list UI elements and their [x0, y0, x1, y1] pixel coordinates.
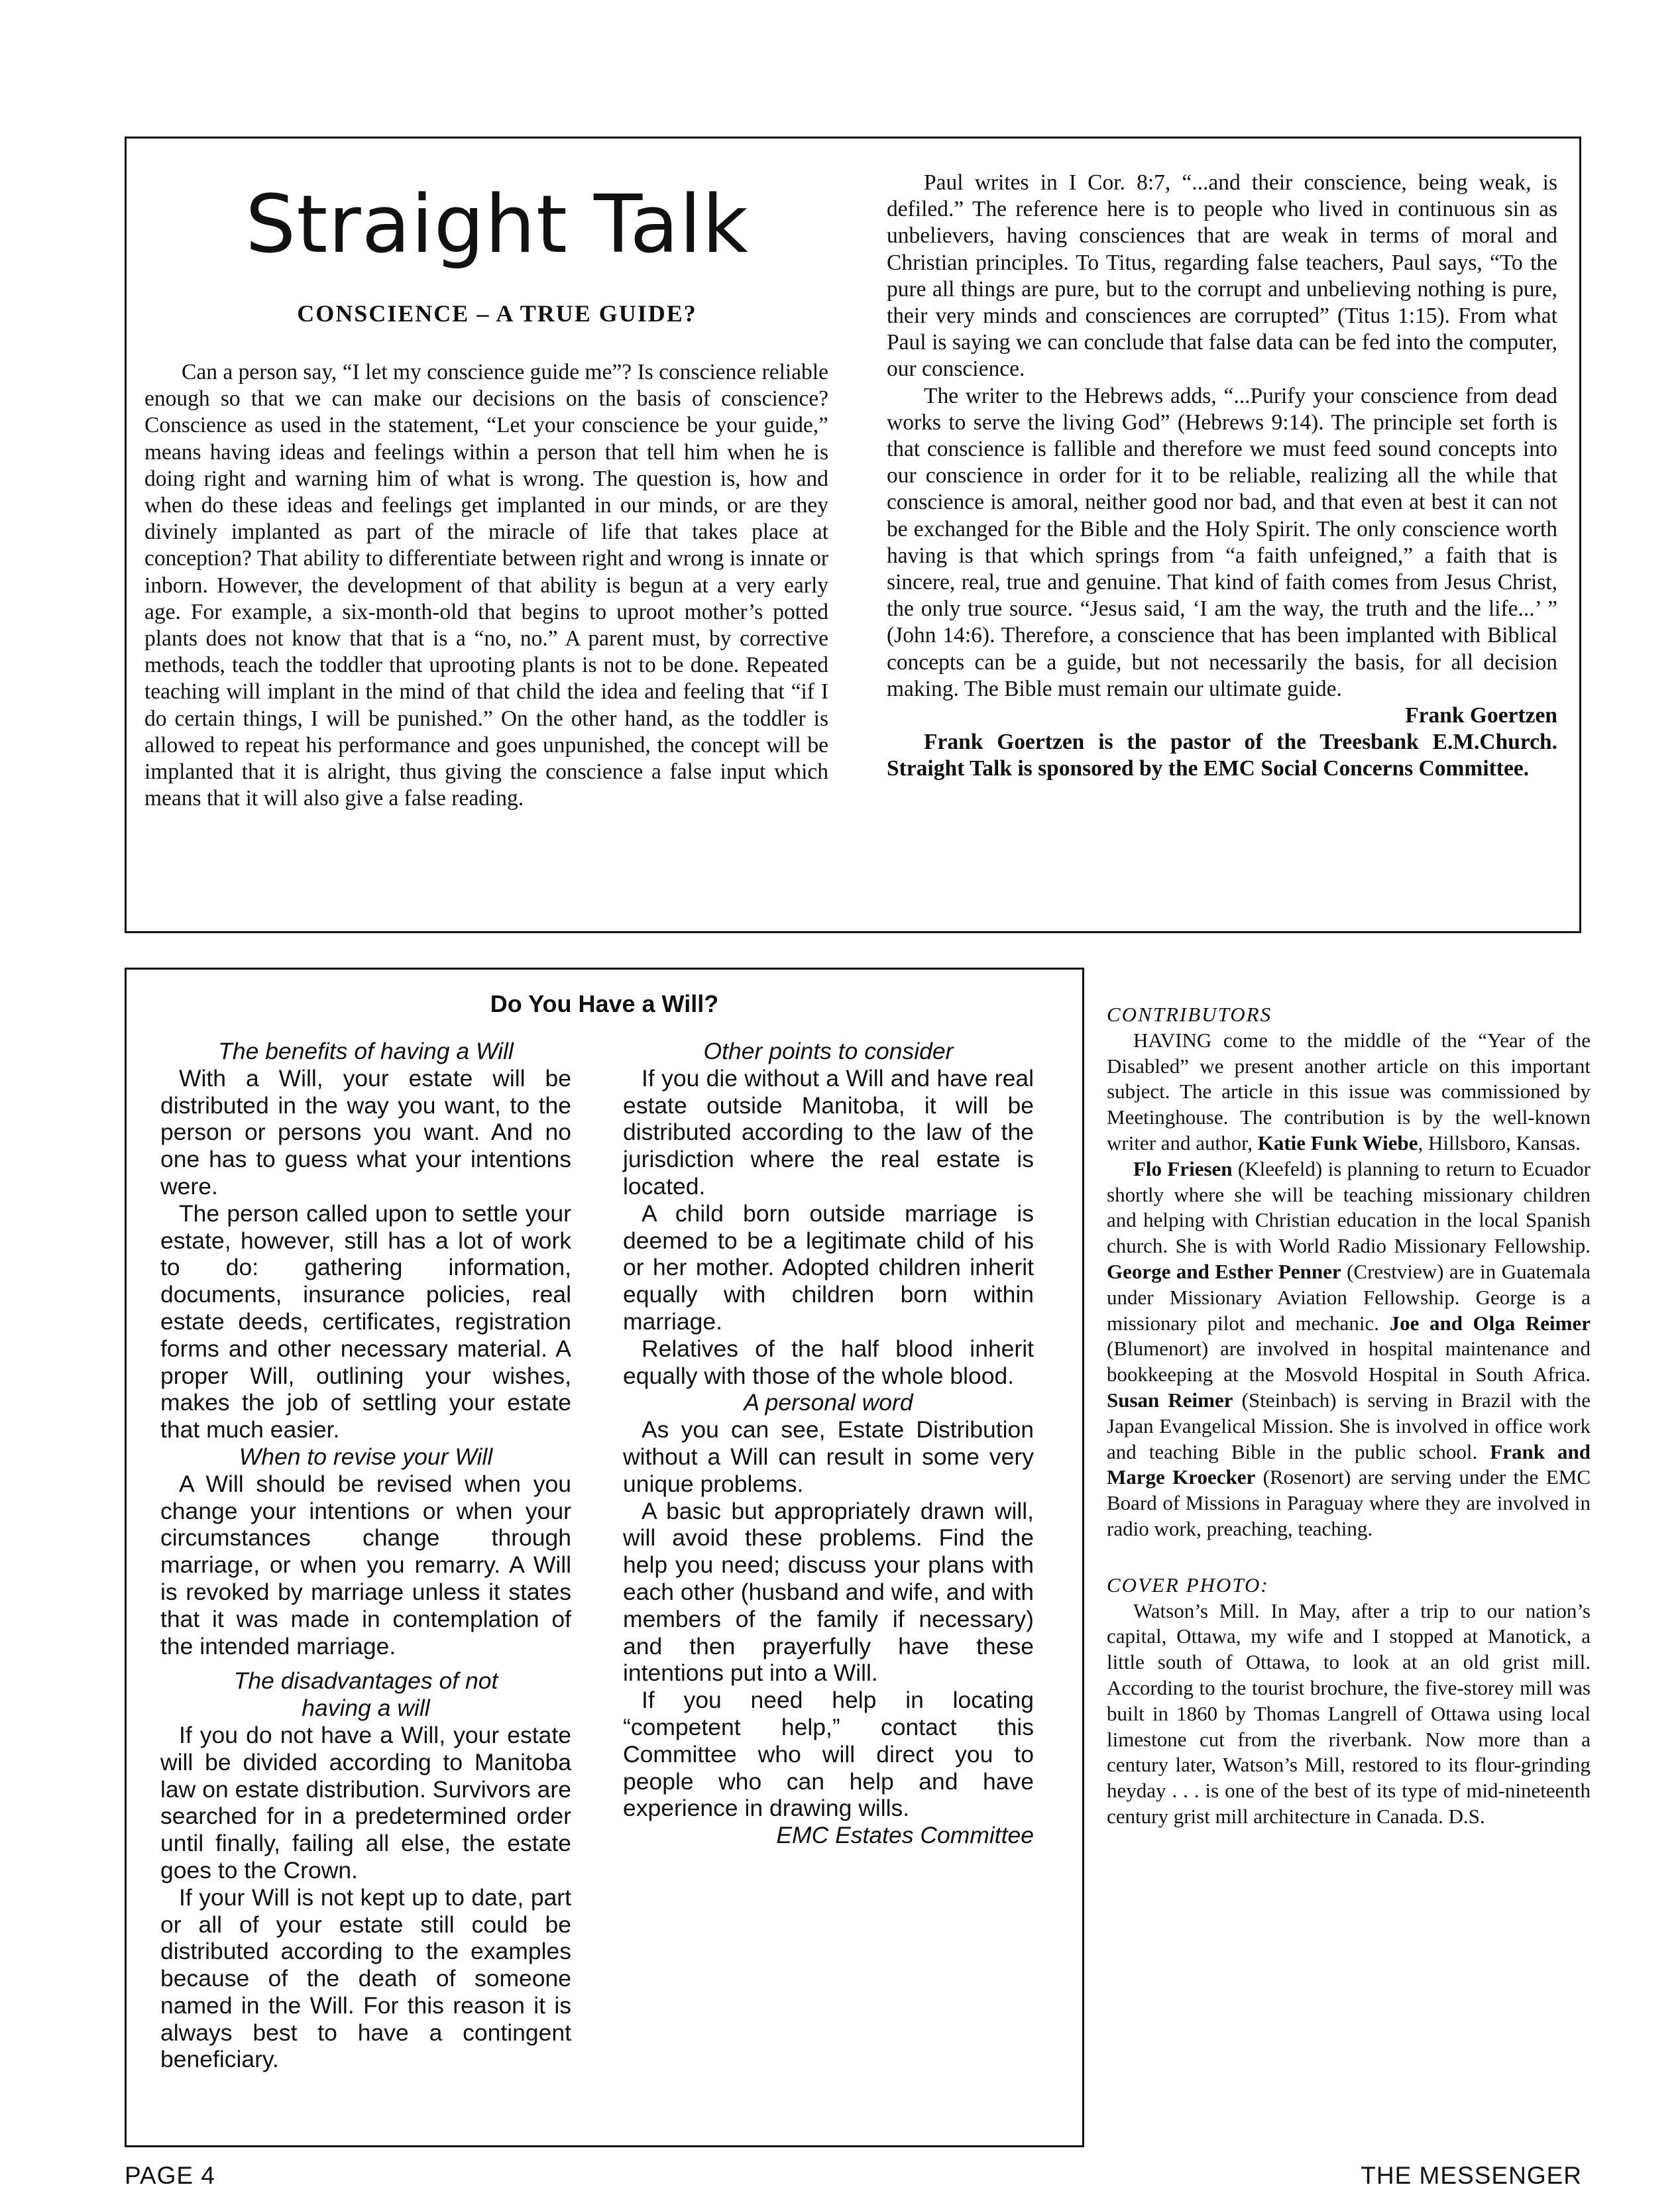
contributors-intro: HAVING come to the middle of the “Year of the Disabled” we present another article on this important subject. The article in this issue was commissioned by Meetinghouse. The contribution is by the well-known writer and author, Katie Funk Wiebe, Hillsboro, Kansas.	[1107, 1028, 1591, 1154]
section-heading: having a will	[302, 1695, 430, 1722]
contributors-list: Flo Friesen (Kleefeld) is planning to return to Ecuador shortly where she will be teaching missionary children and helping with Christian education in the local Spanish church. She is with World Radio Missionary Fellowship. George and Esther Penner (Crestview) are in Guatemala under Missionary Aviation Fellowship. George is a missionary pilot and mechanic. Joe and Olga Reimer (Blumenort) are involved in hospital maintenance and bookkeeping at the Mosvold Hospital in South Africa. Susan Reimer (Steinbach) is serving in Brazil with the Japan Evangelical Mission. She is involved in office work and teaching Bible in the public school. Frank and Marge Kroecker (Rosenort) are serving under the EMC Board of Missions in Paraguay where they are involved in radio work, preaching, teaching.	[1107, 1156, 1591, 1540]
will-paragraph: A child born outside marriage is deemed to be a legitimate child of his or her mother. Adopted children inherit equally with children born within marriage.	[623, 1200, 1034, 1335]
will-paragraph: A basic but appropriately drawn will, will avoid these problems. Find the help you need; discuss your plans with each other (husband and wife, and with members of the family if necessary) and then prayerfully have these intentions put into a Will.	[623, 1497, 1034, 1687]
will-paragraph: If you die without a Will and have real estate outside Manitoba, it will be distributed according to the law of the jurisdiction where the real estate is located.	[623, 1064, 1034, 1200]
author-bio: Frank Goertzen is the pastor of the Treesbank E.M.Church. Straight Talk is sponsored by the EMC Social Concerns Committee.	[887, 730, 1557, 781]
will-article-title: Do You Have a Will?	[490, 990, 719, 1017]
contributor-name: George and Esther Penner	[1107, 1259, 1341, 1283]
sidebar-column	[1107, 1002, 1591, 1830]
publication-name: THE MESSENGER	[1361, 2162, 1582, 2189]
cover-photo-heading: COVER PHOTO:	[1107, 1573, 1269, 1597]
will-right-column	[623, 1038, 1034, 1849]
straight-talk-subtitle: CONSCIENCE – A TRUE GUIDE?	[297, 300, 697, 327]
author-signature: Frank Goertzen	[1405, 703, 1557, 728]
will-paragraph: As you can see, Estate Distribution without a Will can result in some very unique problems.	[623, 1416, 1034, 1497]
section-heading: Other points to consider	[703, 1038, 954, 1064]
will-paragraph: With a Will, your estate will be distributed in the way you want, to the person or persons you want. And no one has to guess what your intentions were.	[160, 1064, 571, 1200]
cover-photo-text: Watson’s Mill. In May, after a trip to our nation’s capital, Ottawa, my wife and I stopped at Manotick, a little south of Ottawa, to look at an old grist mill. According to the tourist brochure, the five-storey mill was built in 1860 by Thomas Langrell of Ottawa using local limestone cut from the riverbank. Now more than a century later, Watson’s Mill, restored to its flour-grinding heyday . . . is one of the best of its type of mid-nineteenth century grist mill architecture in Canada. D.S.	[1107, 1599, 1591, 1828]
section-heading: When to revise your Will	[239, 1443, 493, 1470]
will-left-column	[160, 1038, 571, 2073]
straight-talk-paragraph: Paul writes in I Cor. 8:7, “...and their conscience, being weak, is defiled.” The reference here is to people who lived in continuous sin as unbelievers, having consciences that are weak in terms of moral and Christian principles. To Titus, regarding false teachers, Paul says, “To the pure all things are pure, but to the corrupt and unbelieving nothing is pure, their very minds and consciences are corrupted” (Titus 1:15). From what Paul is saying we can conclude that false data can be fed into the computer, our conscience.	[887, 170, 1557, 382]
section-heading: The benefits of having a Will	[218, 1038, 514, 1064]
contributor-name: Frank and Marge Kroecker	[1107, 1439, 1591, 1489]
contributors-heading: CONTRIBUTORS	[1107, 1003, 1272, 1026]
page-number: PAGE 4	[125, 2162, 215, 2189]
section-heading: The disadvantages of not	[233, 1667, 498, 1695]
will-signature: EMC Estates Committee	[776, 1822, 1034, 1849]
straight-talk-paragraph: The writer to the Hebrews adds, “...Purify your conscience from dead works to serve the living God” (Hebrews 9:14). The principle set forth is that conscience is fallible and therefore we must feed sound concepts into our conscience in order for it to be reliable, realizing all the while that conscience is amoral, neither good nor bad, and that even at best it can not be exchanged for the Bible and the Holy Spirit. The only conscience worth having is that which springs from “a faith unfeigned,” a faith that is sincere, real, true and genuine. That kind of faith comes from Jesus Christ, the only true source. “Jesus said, ‘I am the way, the truth and the life...’ ” (John 14:6). Therefore, a conscience that has been implanted with Biblical concepts can be a guide, but not necessarily the basis, for all decision making. The Bible must remain our ultimate guide.	[887, 383, 1557, 701]
section-heading: A personal word	[744, 1389, 913, 1416]
straight-talk-title: Straight Talk	[245, 179, 749, 271]
contributor-name: Flo Friesen	[1133, 1156, 1233, 1180]
contributor-name: Katie Funk Wiebe	[1257, 1131, 1418, 1154]
will-paragraph: The person called upon to settle your estate, however, still has a lot of work to do: gathering information, documents, insurance policies, real estate deeds, certificates, registration forms and other necessary material. A proper Will, outlining your wishes, makes the job of settling your estate that much easier.	[160, 1200, 571, 1443]
straight-talk-right-column	[887, 170, 1557, 783]
straight-talk-paragraph: Can a person say, “I let my conscience guide me”? Is conscience reliable enough so that we can make our decisions on the basis of conscience? Conscience as used in the statement, “Let your conscience be your guide,” means having ideas and feelings within a person that tell him when he is doing right and warning him of what is wrong. The question is, how and when do these ideas and feelings get implanted in our minds, or are they divinely implanted as part of the miracle of life that takes place at conception? That ability to differentiate between right and wrong is innate or inborn. However, the development of that ability is begun at a very early age. For example, a six-month-old that begins to uproot mother’s potted plants does not know that that is a “no, no.” A parent must, by corrective methods, teach the toddler that uprooting plants is not to be done. Repeated teaching will implant in the mind of that child the idea and feeling that “if I do certain things, I will be punished.” On the other hand, as the toddler is allowed to repeat his performance and goes unpunished, the concept will be implanted that it is alright, thus giving the conscience a false input which means that it will also give a false reading.	[144, 360, 828, 811]
will-paragraph: If you need help in locating “competent help,” contact this Committee who will direct you to people who can help and have experience in drawing wills.	[623, 1687, 1034, 1822]
contributor-name: Susan Reimer	[1107, 1388, 1233, 1412]
contributor-name: Joe and Olga Reimer	[1389, 1311, 1591, 1335]
will-paragraph: If you do not have a Will, your estate will be divided according to Manitoba law on estate distribution. Survivors are searched for in a predetermined order until finally, failing all else, the estate goes to the Crown.	[160, 1721, 571, 1884]
will-paragraph: Relatives of the half blood inherit equally with those of the whole blood.	[623, 1335, 1034, 1389]
straight-talk-left-column	[144, 359, 828, 812]
will-paragraph: A Will should be revised when you change your intentions or when your circumstances change through marriage, or when you remarry. A Will is revoked by marriage unless it states that it was made in contemplation of the intended marriage.	[160, 1470, 571, 1660]
will-paragraph: If your Will is not kept up to date, part or all of your estate still could be distributed according to the examples because of the death of someone named in the Will. For this reason it is always best to have a contingent beneficiary.	[160, 1884, 571, 2073]
